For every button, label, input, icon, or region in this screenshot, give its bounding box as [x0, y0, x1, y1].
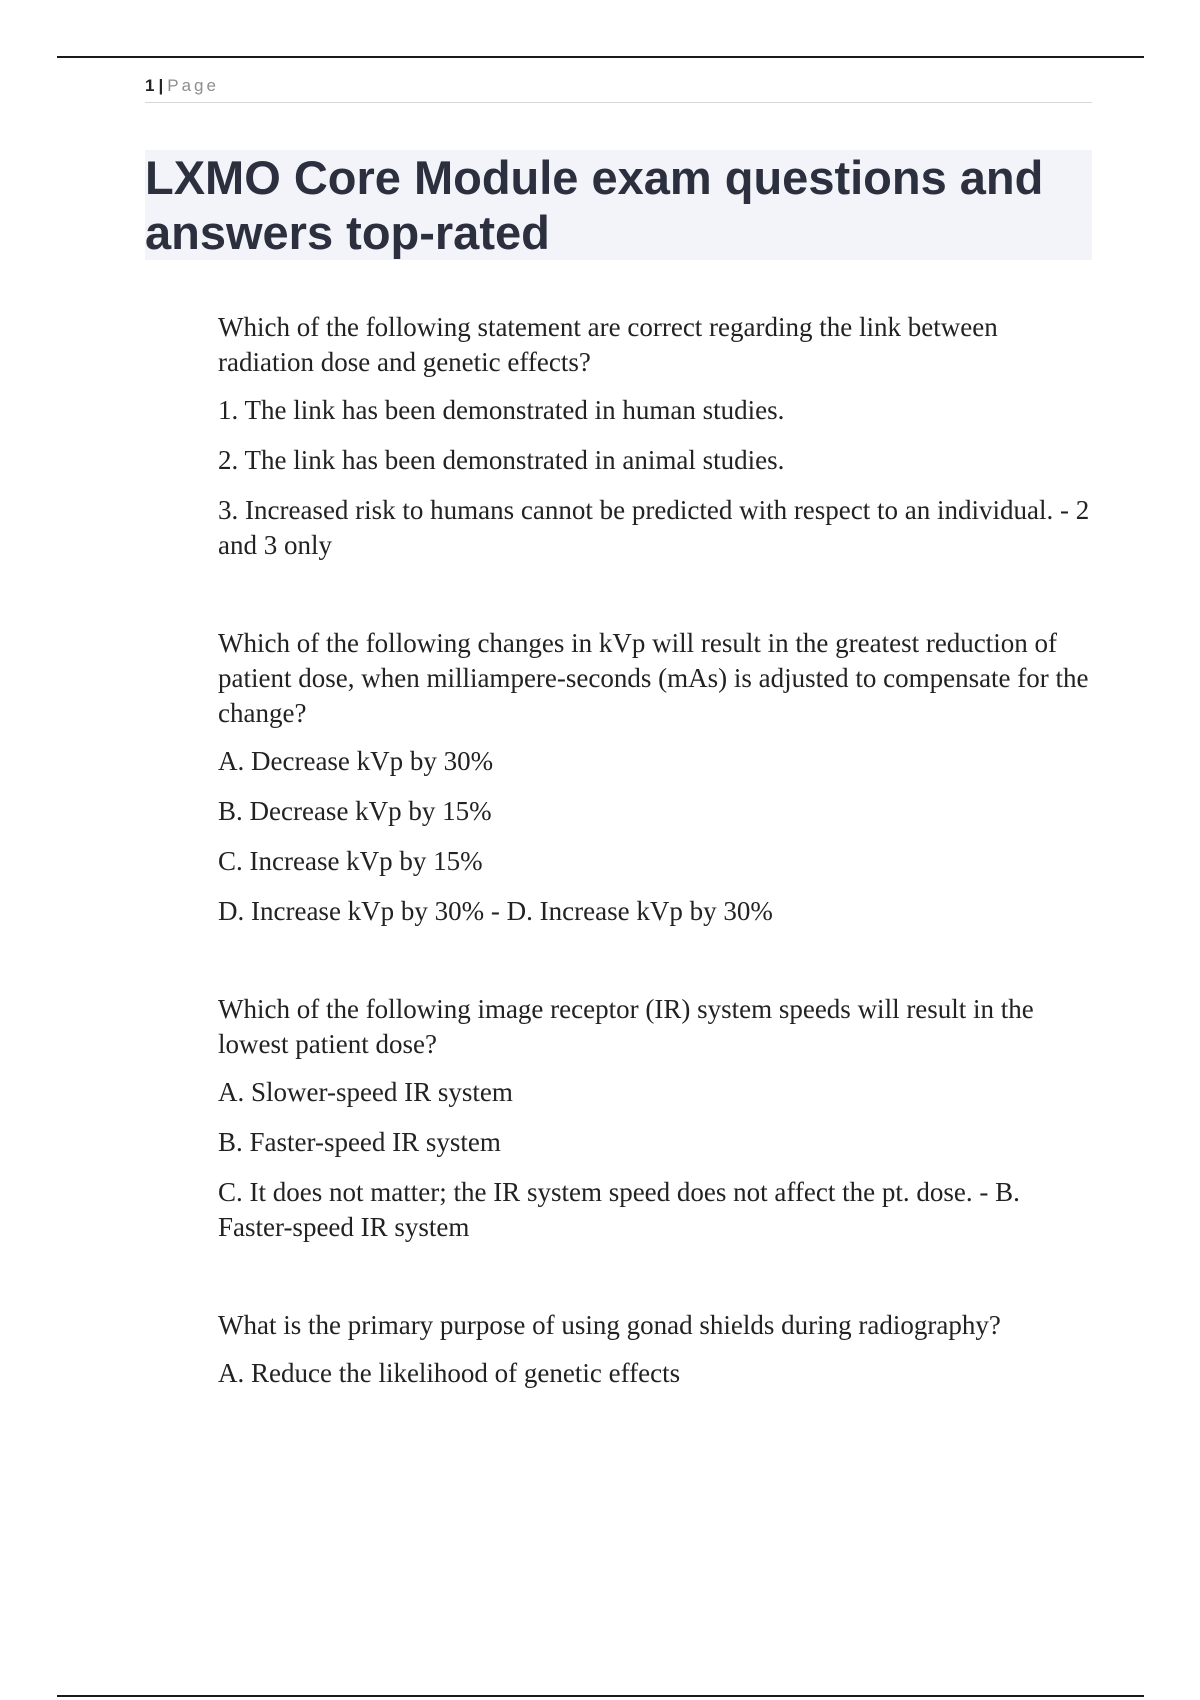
document-title: LXMO Core Module exam questions and answers top-rated	[145, 151, 1044, 259]
question-text: Which of the following statement are correct regarding the link between radiation dose and genetic effects?	[218, 312, 998, 377]
answer-option: 2. The link has been demonstrated in animal studies.	[218, 445, 785, 475]
answer-option: D. Increase kVp by 30% - D. Increase kVp by 30%	[218, 896, 773, 926]
page-header	[145, 72, 1092, 103]
answer-option: A. Slower-speed IR system	[218, 1077, 513, 1107]
question-block	[218, 310, 1098, 563]
answer-option: C. Increase kVp by 15%	[218, 846, 483, 876]
question-text: What is the primary purpose of using gonad shields during radiography?	[218, 1310, 1001, 1340]
answer-option: 3. Increased risk to humans cannot be predicted with respect to an individual. - 2 and 3 only	[218, 495, 1090, 560]
question-text: Which of the following changes in kVp will result in the greatest reduction of patient dose, when milliampere-seconds (mAs) is adjusted to compensate for the change?	[218, 628, 1089, 728]
answer-option: C. It does not matter; the IR system speed does not affect the pt. dose. - B. Faster-speed IR system	[218, 1177, 1020, 1242]
answer-option: A. Decrease kVp by 30%	[218, 746, 494, 776]
title-box	[145, 150, 1092, 260]
answer-option: B. Decrease kVp by 15%	[218, 796, 492, 826]
question-block	[218, 1308, 1098, 1391]
answer-option: B. Faster-speed IR system	[218, 1127, 501, 1157]
question-text: Which of the following image receptor (IR) system speeds will result in the lowest patient dose?	[218, 994, 1034, 1059]
questions-list	[218, 310, 1098, 1454]
page-label: Page	[167, 76, 219, 95]
page-number: 1	[145, 76, 155, 95]
page-separator: |	[158, 76, 164, 95]
question-block	[218, 992, 1098, 1245]
top-rule	[57, 56, 1144, 58]
answer-option: A. Reduce the likelihood of genetic effects	[218, 1358, 681, 1388]
question-block	[218, 626, 1098, 929]
answer-option: 1. The link has been demonstrated in human studies.	[218, 395, 785, 425]
bottom-rule	[57, 1695, 1144, 1697]
